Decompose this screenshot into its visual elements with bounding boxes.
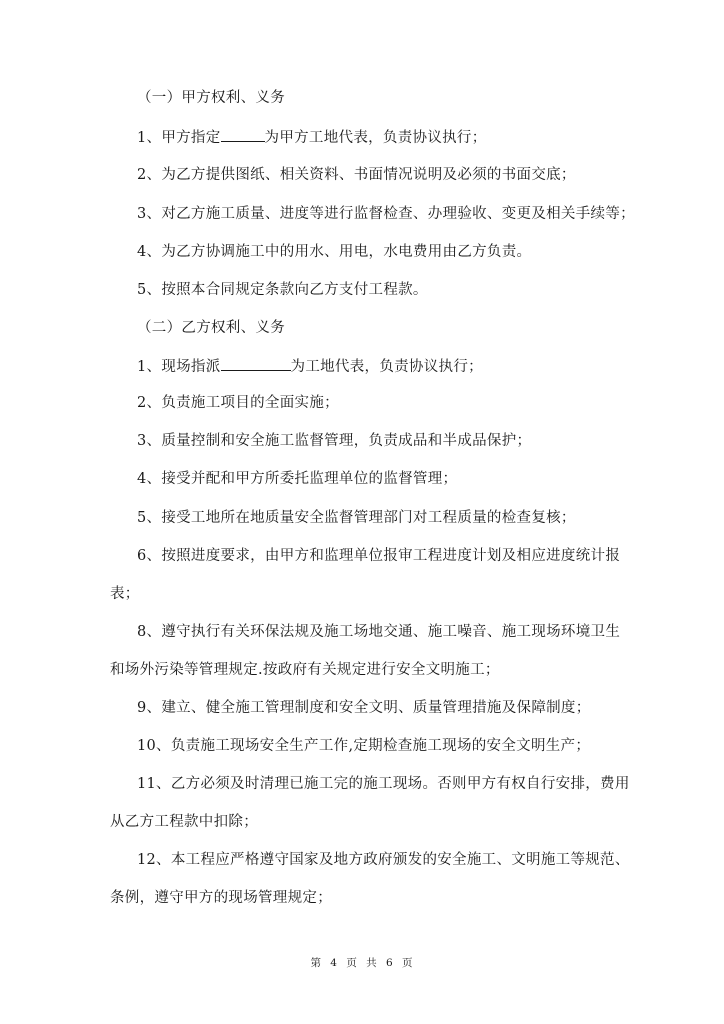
clause-b10: 10、负责施工现场安全生产工作,定期检查施工现场的安全文明生产； xyxy=(137,738,591,754)
clause-b1-prefix: 1、现场指派 xyxy=(137,359,221,375)
clause-b12-line2: 条例，遵守甲方的现场管理规定； xyxy=(110,890,332,906)
clause-a1 xyxy=(137,127,487,148)
clause-b2: 2、负责施工项目的全面实施； xyxy=(137,395,339,411)
clause-b11-line2: 从乙方工程款中扣除； xyxy=(110,814,258,830)
clause-a2: 2、为乙方提供图纸、相关资料、书面情况说明及必须的书面交底； xyxy=(137,167,576,183)
clause-a3: 3、对乙方施工质量、进度等进行监督检查、办理验收、变更及相关手续等； xyxy=(137,206,635,222)
footer-ye: 页 xyxy=(346,957,358,969)
clause-a4: 4、为乙方协调施工中的用水、用电，水电费用由乙方负责。 xyxy=(137,244,532,260)
clause-b1 xyxy=(137,356,483,377)
clause-b5: 5、接受工地所在地质量安全监督管理部门对工程质量的检查复核； xyxy=(137,510,576,526)
clause-b11-line1: 11、乙方必须及时清理已施工完的施工现场。否则甲方有权自行安排，费用 xyxy=(137,776,630,792)
section-heading-party-b: （二）乙方权利、义务 xyxy=(137,320,285,336)
clause-a1-prefix: 1、甲方指定 xyxy=(137,130,221,146)
clause-a1-suffix: 为甲方工地代表，负责协议执行； xyxy=(264,130,487,146)
fill-blank-a-representative xyxy=(221,127,265,142)
fill-blank-b-representative xyxy=(221,356,291,371)
page-footer xyxy=(0,955,724,970)
footer-ye-end: 页 xyxy=(402,957,414,969)
clause-b9: 9、建立、健全施工管理制度和安全文明、质量管理措施及保障制度； xyxy=(137,700,591,716)
clause-b8-line2: 和场外污染等管理规定.按政府有关规定进行安全文明施工； xyxy=(110,662,500,678)
footer-current-page: 4 xyxy=(330,957,338,969)
footer-total-pages: 6 xyxy=(386,957,394,969)
clause-b6-line1: 6、按照进度要求，由甲方和监理单位报审工程进度计划及相应进度统计报 xyxy=(137,548,621,564)
clause-a5: 5、按照本合同规定条款向乙方支付工程款。 xyxy=(137,282,428,298)
footer-gong: 共 xyxy=(366,957,378,969)
clause-b1-suffix: 为工地代表，负责协议执行； xyxy=(290,359,483,375)
footer-di: 第 xyxy=(310,957,322,969)
section-heading-party-a: （一）甲方权利、义务 xyxy=(137,90,285,106)
clause-b3: 3、质量控制和安全施工监督管理，负责成品和半成品保护； xyxy=(137,433,532,449)
clause-b8-line1: 8、遵守执行有关环保法规及施工场地交通、施工噪音、施工现场环境卫生 xyxy=(137,624,621,640)
clause-b4: 4、接受并配和甲方所委托监理单位的监督管理； xyxy=(137,471,458,487)
clause-b6-line2: 表； xyxy=(110,586,140,602)
clause-b12-line1: 12、本工程应严格遵守国家及地方政府颁发的安全施工、文明施工等规范、 xyxy=(137,852,630,868)
